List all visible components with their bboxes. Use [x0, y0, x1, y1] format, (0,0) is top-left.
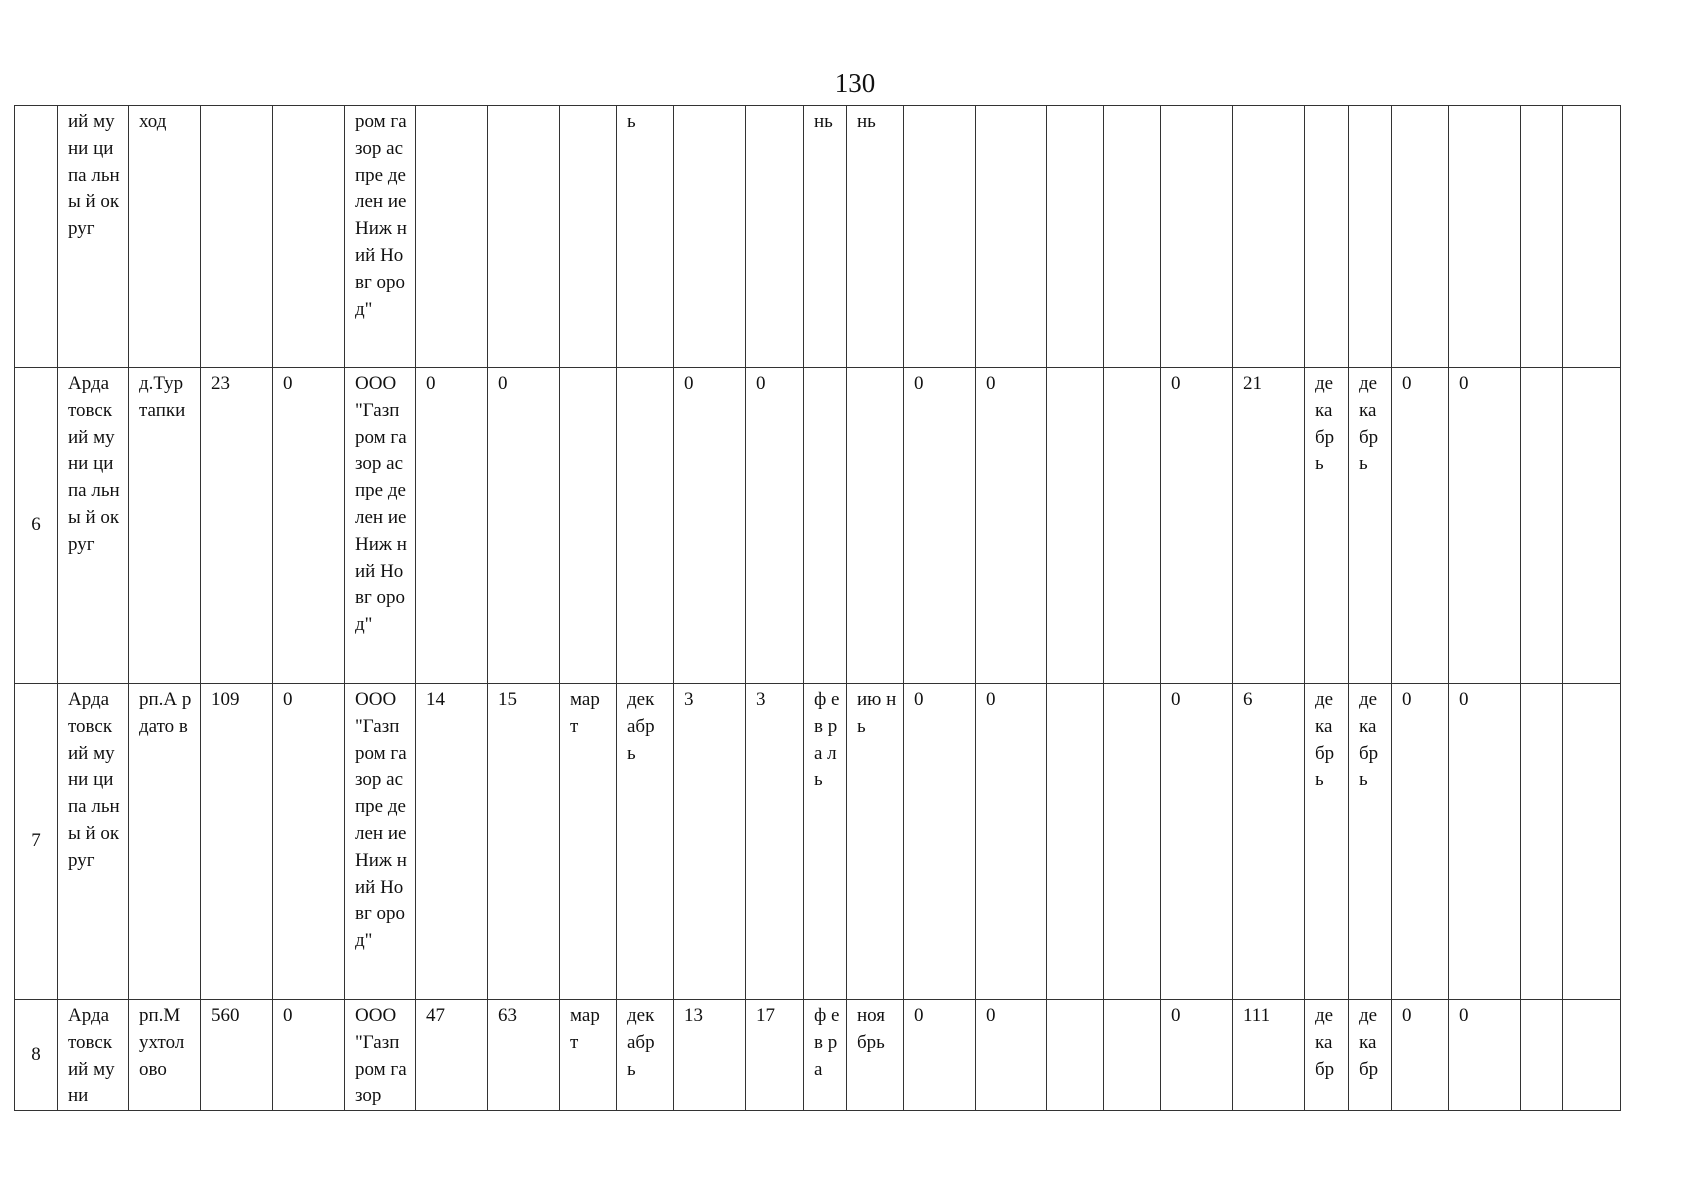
table-cell: 0: [674, 368, 746, 684]
table-row: [15, 368, 1621, 684]
table-cell: 0: [1392, 684, 1449, 1000]
table-cell: рп.А рдато в: [129, 684, 201, 1000]
row-number-cell: 8: [15, 1000, 58, 1111]
table-cell: нь: [804, 106, 847, 368]
table-row: [15, 684, 1621, 1000]
table-cell: [1047, 106, 1104, 368]
table-cell: [1161, 106, 1233, 368]
table-cell: 13: [674, 1000, 746, 1111]
table-cell: ООО "Газп ром газор аспре делен ие Ниж ний Новг ород": [345, 368, 416, 684]
table-cell: [1521, 106, 1563, 368]
table-row: [15, 1000, 1621, 1111]
table-cell: [617, 368, 674, 684]
table-cell: ф ев ра ль: [804, 684, 847, 1000]
table-cell: 0: [1161, 1000, 1233, 1111]
table-cell: ноя брь: [847, 1000, 904, 1111]
table-cell: мар т: [560, 684, 617, 1000]
table-cell: 0: [1392, 1000, 1449, 1111]
table-cell: 0: [976, 684, 1047, 1000]
table-cell: 0: [1449, 1000, 1521, 1111]
table-cell: ь: [617, 106, 674, 368]
table-cell: [1521, 684, 1563, 1000]
table-cell: 0: [1449, 368, 1521, 684]
table-cell: 0: [1161, 684, 1233, 1000]
table-cell: [1305, 106, 1349, 368]
table-cell: 0: [746, 368, 804, 684]
table-cell: ООО "Газп ром газор аспре делен ие Ниж ний Новг ород": [345, 684, 416, 1000]
table-cell: 0: [1161, 368, 1233, 684]
table-cell: [1047, 684, 1104, 1000]
table-cell: [1392, 106, 1449, 368]
table-cell: де ка бр: [1305, 1000, 1349, 1111]
row-number-cell: [15, 106, 58, 368]
table-cell: 0: [273, 684, 345, 1000]
table-cell: [674, 106, 746, 368]
table-cell: Арда товск ий муни: [58, 1000, 129, 1111]
table-cell: [1233, 106, 1305, 368]
table-cell: де ка бр: [1349, 1000, 1392, 1111]
table-cell: 47: [416, 1000, 488, 1111]
table-cell: [488, 106, 560, 368]
table-cell: 63: [488, 1000, 560, 1111]
table-cell: 0: [904, 1000, 976, 1111]
table-cell: 560: [201, 1000, 273, 1111]
table-cell: 0: [273, 1000, 345, 1111]
table-cell: 17: [746, 1000, 804, 1111]
table-cell: [1349, 106, 1392, 368]
table-cell: ром газор аспре делен ие Ниж ний Новг ород": [345, 106, 416, 368]
table-cell: 0: [416, 368, 488, 684]
table-cell: мар т: [560, 1000, 617, 1111]
table-cell: 21: [1233, 368, 1305, 684]
table-cell: 0: [904, 684, 976, 1000]
table-cell: ф ев ра: [804, 1000, 847, 1111]
table-cell: 0: [976, 1000, 1047, 1111]
table-cell: де ка бр ь: [1305, 684, 1349, 1000]
table-cell: [1104, 106, 1161, 368]
table-cell: де ка бр ь: [1305, 368, 1349, 684]
table-cell: 0: [904, 368, 976, 684]
table-cell: 23: [201, 368, 273, 684]
document-table: [14, 105, 1621, 1111]
table-cell: ию нь: [847, 684, 904, 1000]
table-cell: 0: [1449, 684, 1521, 1000]
table-cell: [904, 106, 976, 368]
row-number-cell: 6: [15, 368, 58, 684]
table-cell: нь: [847, 106, 904, 368]
table-cell: [560, 106, 617, 368]
table-cell: [1563, 684, 1621, 1000]
table-cell: де ка бр ь: [1349, 684, 1392, 1000]
table-cell: дек абр ь: [617, 684, 674, 1000]
table-cell: [560, 368, 617, 684]
table-cell: 6: [1233, 684, 1305, 1000]
table-cell: [273, 106, 345, 368]
table-cell: 3: [746, 684, 804, 1000]
table-cell: рп.М ухтол ово: [129, 1000, 201, 1111]
table-cell: 3: [674, 684, 746, 1000]
table-cell: де ка бр ь: [1349, 368, 1392, 684]
table-row: [15, 106, 1621, 368]
table-cell: [416, 106, 488, 368]
table-cell: Арда товск ий муни ципа льны й округ: [58, 368, 129, 684]
table-cell: [1563, 1000, 1621, 1111]
table-cell: [1104, 1000, 1161, 1111]
table-cell: 0: [273, 368, 345, 684]
table-cell: 14: [416, 684, 488, 1000]
table-cell: [1521, 368, 1563, 684]
page-number: 130: [834, 68, 876, 98]
table-cell: [976, 106, 1047, 368]
table-cell: 109: [201, 684, 273, 1000]
table-cell: [1563, 106, 1621, 368]
table-cell: [1104, 684, 1161, 1000]
table-cell: [804, 368, 847, 684]
table-cell: Арда товск ий муни ципа льны й округ: [58, 684, 129, 1000]
table-cell: [1449, 106, 1521, 368]
table-cell: 0: [1392, 368, 1449, 684]
table-cell: [1563, 368, 1621, 684]
table-cell: д.Тур тапки: [129, 368, 201, 684]
row-number-cell: 7: [15, 684, 58, 1000]
table-cell: дек абр ь: [617, 1000, 674, 1111]
table-cell: [1521, 1000, 1563, 1111]
table-cell: [746, 106, 804, 368]
table-cell: [1047, 368, 1104, 684]
table-cell: [847, 368, 904, 684]
table-cell: [1047, 1000, 1104, 1111]
table-cell: 15: [488, 684, 560, 1000]
table-cell: [201, 106, 273, 368]
table-cell: ий муни ципа льны й округ: [58, 106, 129, 368]
table-cell: 0: [976, 368, 1047, 684]
table-cell: [1104, 368, 1161, 684]
table-cell: 111: [1233, 1000, 1305, 1111]
table-cell: 0: [488, 368, 560, 684]
table-cell: ход: [129, 106, 201, 368]
table-cell: ООО "Газп ром газор: [345, 1000, 416, 1111]
